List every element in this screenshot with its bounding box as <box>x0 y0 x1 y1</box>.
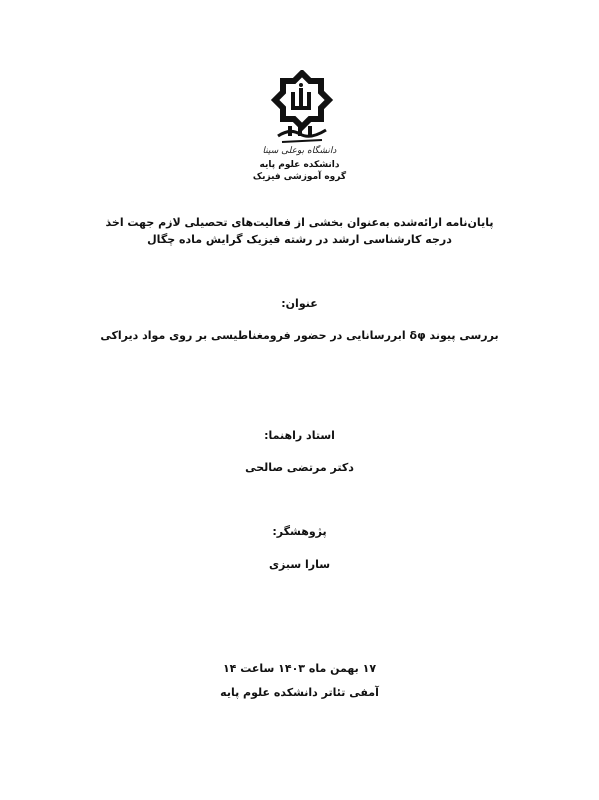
title-label: عنوان: <box>281 297 318 310</box>
thesis-statement-line1: پایان‌نامه ارائه‌شده به‌عنوان بخشی از فعالیت‌های تحصیلی لازم جهت اخذ <box>105 216 494 229</box>
thesis-title: بررسی پیوند δφ ابررسانایی در حضور فرومغناطیسی بر روی مواد دیراکی <box>100 329 499 342</box>
researcher-name: سارا سبزی <box>268 558 331 571</box>
university-logo <box>270 70 334 154</box>
thesis-statement-line2: درجه کارشناسی ارشد در رشته فیزیک گرایش ماده چگال <box>147 233 452 246</box>
university-signature: دانشگاه بوعلی سینا <box>262 146 337 156</box>
supervisor-label: استاد راهنما: <box>264 429 335 442</box>
supervisor-name: دکتر مرتضی صالحی <box>245 461 354 474</box>
researcher-label: پژوهشگر: <box>272 525 327 538</box>
defense-datetime: ۱۷ بهمن ماه ۱۴۰۳ ساعت ۱۴ <box>222 662 377 675</box>
faculty-name: دانشکده علوم پایه <box>259 160 340 170</box>
defense-location: آمفی تئاتر دانشکده علوم پایه <box>220 686 379 699</box>
department-name: گروه آموزشی فیزیک <box>252 172 347 182</box>
